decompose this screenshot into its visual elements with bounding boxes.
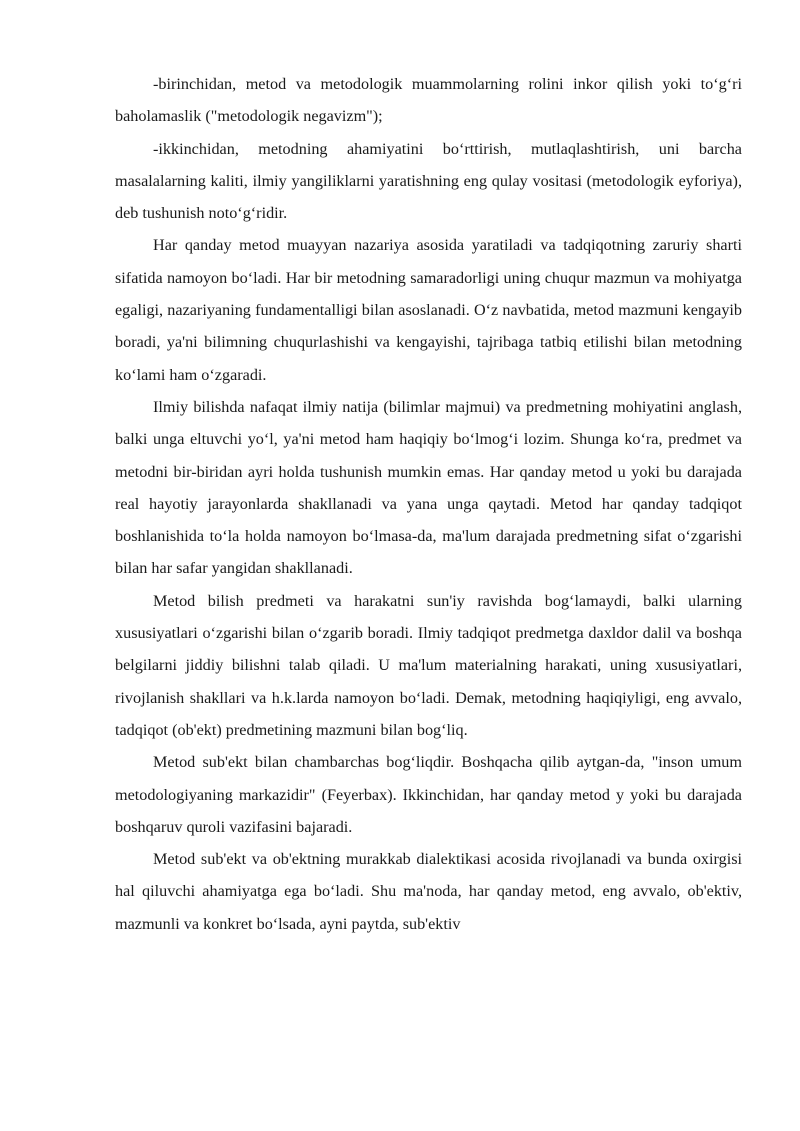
paragraph-metod-dialektika: Metod sub'ekt va ob'ektning murakkab dialektikasi acosida rivojlanadi va bunda oxirgisi hal qiluvchi ahamiyatga ega bo‘ladi. Shu ma'noda, har qanday metod, eng avvalo, ob'ektiv, mazmunli va konkret bo‘lsada, ayni paytda, sub'ektiv — [115, 850, 742, 933]
document-page — [115, 68, 742, 940]
paragraph-metod-predmet: Metod bilish predmeti va harakatni sun'iy ravishda bog‘lamaydi, balki ularning xususiyatlari o‘zgarishi bilan o‘zgarib boradi. Ilmiy tadqiqot predmetga daxldor dalil va boshqa belgilarni jiddiy bilishni talab qiladi. U ma'lum materialning harakati, uning xususiyatlari, rivojlanish shakllari va h.k.larda namoyon bo‘ladi. Demak, metodning haqiqiyligi, eng avvalo, tadqiqot (ob'ekt) predmetining mazmuni bilan bog‘liq. — [115, 591, 742, 739]
paragraph-metod-subekt: Metod sub'ekt bilan chambarchas bog‘liqdir. Boshqacha qilib aytgan-da, "inson umum metodologiyaning markazidir" (Feyerbax). Ikkinchidan, har qanday metod y yoki bu darajada boshqaruv quroli vazifasini bajaradi. — [115, 753, 742, 836]
paragraph-ikkinchidan: -ikkinchidan, metodning ahamiyatini bo‘rttirish, mutlaqlashtirish, uni barcha masalalarning kaliti, ilmiy yangiliklarni yaratishning eng qulay vositasi (metodologik eyforiya), deb tushunish noto‘g‘ridir. — [115, 139, 742, 223]
paragraph-metod-nazariya: Har qanday metod muayyan nazariya asosida yaratiladi va tadqiqotning zaruriy sharti sifatida namoyon bo‘ladi. Har bir metodning samaradorligi uning chuqur mazmun va mohiyatga egaligi, nazariyaning fundamentalligi bilan asoslanadi. O‘z navbatida, metod mazmuni kengayib boradi, ya'ni bilimning chuqurlashishi va kengayishi, tajribaga tatbiq etilishi bilan metodning ko‘lami ham o‘zgaradi. — [115, 236, 742, 384]
paragraph-birinchidan: -birinchidan, metod va metodologik muammolarning rolini inkor qilish yoki to‘g‘ri baholamaslik ("metodologik negavizm"); — [115, 75, 742, 126]
paragraph-ilmiy-bilish: Ilmiy bilishda nafaqat ilmiy natija (bilimlar majmui) va predmetning mohiyatini anglash, balki unga eltuvchi yo‘l, ya'ni metod ham haqiqiy bo‘lmog‘i lozim. Shunga ko‘ra, predmet va metodni bir-biridan ayri holda tushunish mumkin emas. Har qanday metod u yoki bu darajada real hayotiy jarayonlarda shakllanadi va yana unga qaytadi. Metod har qanday tadqiqot boshlanishida to‘la holda namoyon bo‘lmasa-da, ma'lum darajada predmetning sifat o‘zgarishi bilan har safar yangidan shakllanadi. — [115, 397, 742, 578]
